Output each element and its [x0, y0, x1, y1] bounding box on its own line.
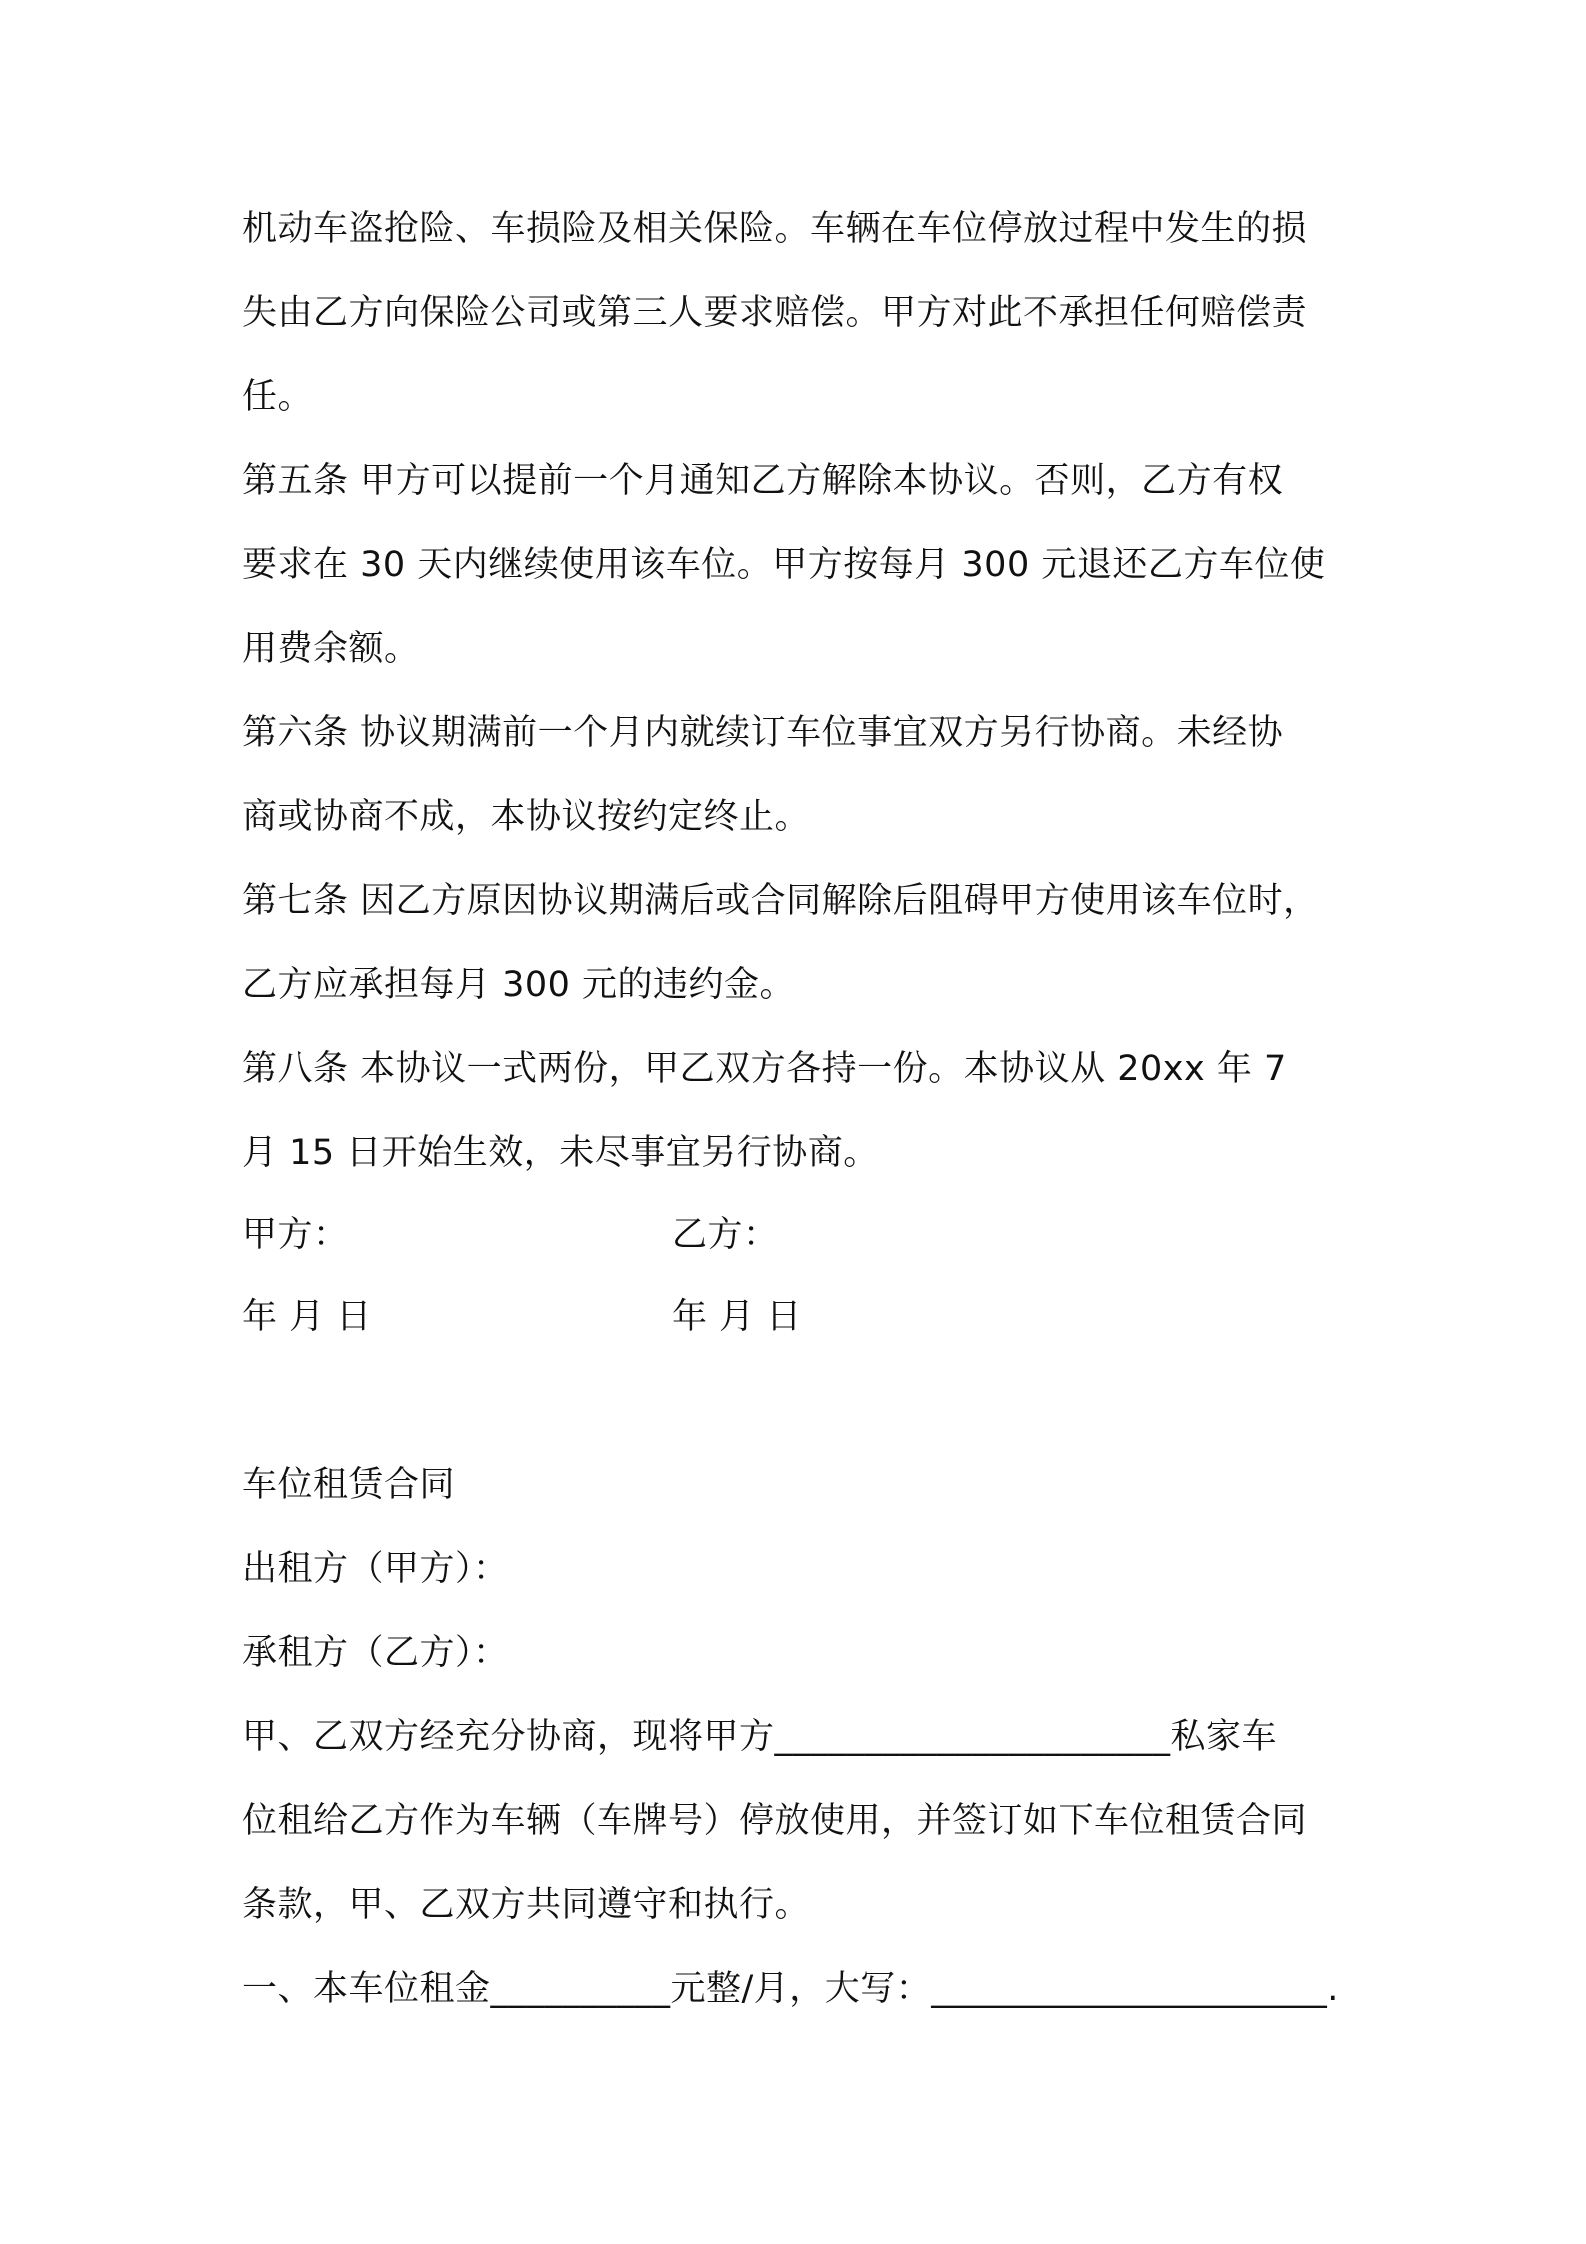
article-7-line: 第七条 因乙方原因协议期满后或合同解除后阻碍甲方使用该车位时，: [242, 881, 1319, 921]
contract-intro-line: 位租给乙方作为车辆（车牌号）停放使用，并签订如下车位租赁合同: [242, 1801, 1308, 1841]
article-5-line: 第五条 甲方可以提前一个月通知乙方解除本协议。否则，乙方有权: [242, 461, 1284, 501]
contract-intro-line: 甲、乙双方经充分协商，现将甲方______________________私家车: [242, 1717, 1278, 1757]
party-b-label: 乙方：: [672, 1215, 779, 1255]
text-line: 月 15 日开始生效，未尽事宜另行协商。: [242, 1133, 879, 1173]
text-line: 乙方应承担每月 300 元的违约金。: [242, 965, 796, 1005]
clause-1-rent-line: 一、本车位租金__________元整/月，大写：______________________.: [242, 1969, 1339, 2009]
text-line: 要求在 30 天内继续使用该车位。甲方按每月 300 元退还乙方车位使: [242, 545, 1326, 585]
text-line: 用费余额。: [242, 629, 420, 669]
contract-title: 车位租赁合同: [242, 1465, 456, 1505]
party-a-label: 甲方：: [242, 1215, 349, 1255]
signature-row: [242, 1210, 1362, 1260]
date-row: [242, 1292, 1362, 1342]
text-line: 任。: [242, 377, 314, 417]
article-6-line: 第六条 协议期满前一个月内就续订车位事宜双方另行协商。未经协: [242, 713, 1284, 753]
lessor-label: 出租方（甲方）：: [242, 1549, 509, 1589]
text-line: 失由乙方向保险公司或第三人要求赔偿。甲方对此不承担任何赔偿责: [242, 293, 1308, 333]
article-8-line: 第八条 本协议一式两份，甲乙双方各持一份。本协议从 20xx 年 7: [242, 1049, 1287, 1089]
contract-intro-line: 条款，甲、乙双方共同遵守和执行。: [242, 1885, 811, 1925]
party-a-date: 年 月 日: [242, 1297, 372, 1337]
text-line: 机动车盗抢险、车损险及相关保险。车辆在车位停放过程中发生的损: [242, 209, 1308, 249]
party-b-date: 年 月 日: [672, 1297, 802, 1337]
text-line: 商或协商不成，本协议按约定终止。: [242, 797, 811, 837]
lessee-label: 承租方（乙方）：: [242, 1633, 509, 1673]
